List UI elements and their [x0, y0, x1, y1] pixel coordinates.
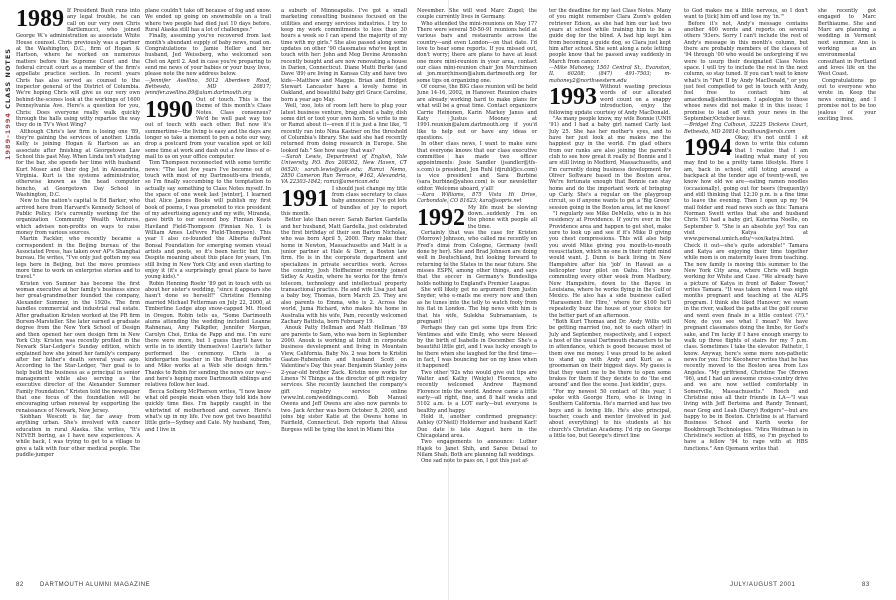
paragraph: to God makes me a little nervous, so I don't want to [tick] him off and lose my 'in.'" [684, 8, 808, 21]
column-2-body [145, 97, 271, 433]
class-secretary-signature: —Bridget Eng Calhoun, 32225 Dickens Court, Bethesda, MD 20814; bcalhoun@erols.com [684, 122, 808, 135]
paragraph: Becca Solberg McPherson writes, "I now know what old people mean when they told kids how quickly time flies. I'm happily caught in the whirlwind of motherhood and career. Here's what's up in my life. I've now got two beautiful little girls—Sydney and Cate. My husband, Tom, and I live in [145, 388, 271, 433]
paragraph: Who attended the mini-reunions on May 17? There were several 50-50-91 reunions held at various bars and restaurants across the country—and even London—on that date. I'd love to hear some reports. If you missed out, don't worry; there are plans to have at least one more mini-reunion in your area, contact our class mini-reunion chair Jon Murchinson at jon.murchinson@alum.dartmouth.org for some tips on organizing one. [417, 20, 537, 84]
column-7-body [818, 8, 876, 122]
column-3 [281, 8, 407, 574]
class-secretary-signature: —Jennifer Avellino, 5012 Aberdeen Road, Bethesda, MD 20817; jennifer.avellino.89@alum.dartmouth.org [145, 77, 271, 97]
year-heading-1992: 1992 [417, 204, 465, 231]
paragraph: Tom Thompson reconnected with some terrific news: "The last few years I've become out of touch with most of my Dartmouth-era friends, so I'm finally succumbing to the temptation to actually say something to Class Notes myself. In the space of one week last [winter], I learned that Alice James Books will publish my first book of poems, I was promoted to vice president of my advertising agency and my wife, Miranda, gave birth to our second boy. Finnian Keats Haviland Field-Thompson (Finnian No. 1 is William Ames LeFevre Field-Thompson). This year I also co-founded the Alberta duPont Bonsal Foundation for emerging women visual artists and poets, so it's been hectic but fun. Despite moaning about this place for years, I'm still living in New York City and even starting to enjoy it (it's a surprisingly great place to have young kids)." [145, 160, 271, 281]
class-secretary-signature: —Kara Williams, 875 Vista Hi Drive, Carbondale, CO 81623; kara@sopris.net [417, 191, 537, 205]
paragraph: New to the nation's capital is Ed Barker, who arrived here from Harvard's Kennedy School of Public Policy. He's currently working for the organization Community Wealth Ventures, which advises non-profits on ways to raise money from various sources. [16, 198, 140, 237]
paragraph: Kristen von Sumner has become the first woman executive at her family's business since her great-grandmother founded the company, Alexander Summer, in the 1920s. The firm handles commercial and industrial real estate. After graduation Kristen worked at the PR firm Burson-Marsteller. She later earned a graduate degree from the New York School of Design and then opened her own design firm in New York City. Kristen was recently profiled in the Newark Star-Ledger's Sunday edition, which explained how she joined her family's company after her father's death several years ago. According to the Star-Ledger, "her goal is to help build the business as a principal in senior management while also serving as the executive director of the Alexander Summer Family Foundation." Kristen told the newspaper that one focus of the foundation will be encouraging urban renewal by supporting the renaissance of Newark, New Jersey. [16, 280, 140, 414]
column-4 [417, 8, 537, 574]
paragraph: My life must be slowing down...suddenly I'm on the phone with people all the time. [468, 204, 537, 230]
paragraph: Martin Fackler, who recently became a correspondent in the Beijing bureau of the Associated Press, has taken over AP's Shanghai bureau. He writes, "I've only just gotten my sea legs here in Beijing, but the move promises more time to work on enterprise stories and to travel." [16, 236, 140, 281]
column-1 [16, 8, 140, 574]
paragraph: "Both Kurt Thomas and Dr. Andy Willis will be getting married (no, not to each other) in July and September, respectively, and I expect a host of the usual Dartmouth characters to be in attendance, which is good because most of them owe me money. I was proud to be asked to stand up with Andy and Kurt as a groomsman on their biggest days. My guess is that they want me to be there to open some brakes for them if they decide to do 'the end around' and flee the scene. Just kiddin', guys. [549, 318, 671, 389]
year-heading-1990: 1990 [145, 96, 193, 123]
sidebar-years: 1989-1994 [4, 112, 12, 160]
column-5-body [549, 84, 671, 439]
left-page-number: 82 [16, 582, 24, 588]
paragraph: Anouk Patty Hellman and Matt Hellman '89 are parents to Sam, who was born in September 2000. Anouk is working at Intuit in corporate business development and living in Mountain View, California. Baby No. 2 was born to Kristin Gaatze-Rubenstein and husband Scott on Valentine's Day this year. Benjamin Stanley joins 2-year-old brother Zack. Kristin now works for Linens 'N Things as the director of gift registry services. She recently launched the company's gift registry service online (www.lnt.com/weddings.com). Bob Manuel Owens and Jeff Owens are also now parents to two. Jack Archer was born October 8, 2000, and joins big sister Katie at the Owens home in Fairfield, Connecticut. Deb reports that Alissa Burgess will be tying the knot in Miami this [281, 325, 407, 433]
paragraph: Congratulations go out to everyone who wrote in. Keep the news coming, and I promise not to be too jealous of your exciting lives. [818, 77, 876, 122]
paragraph: Before it's not, Andy's message contains another 400 words and reports on several others '93ers. Sorry I can't include the rest of Andy's message in this month's column, but there are probably members of the classes of '94 through '00 who would be unforgiving if we were to usurp their designated Class Notes space. I will try to include the rest in the next column, so stay tuned. If you can't wait to know what's in "Part II by Andy MacDonald," or you just feel compelled to get in touch with Andy, feel free to contact him at amacdona@elenthusiasm. I apologize to those whose news did not make it in this issue; I promise to lead off with your news in the September/October issue. [684, 20, 808, 122]
paragraph: Well, 'zoo, lots of room left here to plug your latest business venture, brag about a baby, dish some dirt or toot your own horn. So write to me or Ramzi about it—even if it is just a line like, "I recently ran into Nina Kastner on the threshold of Columbia's library. She said she had recently returned from doing research in Europe. She looked fab." See how easy that was? [281, 103, 407, 154]
paragraph: If President Bush runs into any legal trouble, he can call on our very own Chris Bartlemucci, who joined George W.'s administration as associate White House counsel. Chris previously was a partner at the Washington, D.C., firm of Hogan & Hartson, where he worked on numerous matters before the Supreme Court and the federal circuit court as a member of the firm's appellate practice section. In recent years Chris has also served as counsel to the inspector general of the District of Columbia. We're hoping Chris will give us our very own behind-the-scenes look at the workings of 1600 Pennsylvania Ave. Here's a question for you, Chris: Does everyone really walk quickly through the halls using witty repartee the way they do in TV's West Wing? [16, 8, 140, 129]
issue-date: JULY/AUGUST 2001 [730, 582, 796, 588]
paragraph: Without wasting precious words of our allocated word count on a snappy introduction, enjoy the following update courtesy of Andy MacDonald. [549, 84, 671, 116]
magazine-name: DARTMOUTH ALUMNI MAGAZINE [40, 582, 151, 588]
paragraph: Finally, assuming you've recovered from last month's abundant supply of baby news, read on. Congratulations to Jamie Heller and her husband, Jed Weissberg, who welcomed son Chet on April 2. And in case you're preparing to send me news of your babies or your busy lives, please note the new address below. [145, 33, 271, 78]
column-4-top-body [417, 21, 537, 192]
paragraph: Better late than never: Sarah Barton Gardella and her husband, Matt Gardella, just celebrated the first birthday of their son Barton Nicholas, who was born April 5, 2000. They make their home in Newton, Massachusetts and Matt is a junior partner at Hale & Dorr, a Boston law firm. He is in the corporate department and specializes in private securities work. Across the country, Josh Hoffheimer recently joined Sidley & Austin, where he works for the firm's telecom, technology and intellectual property transactional practice. He and wife Lisa just had a baby boy, Thomas, born March 25. They are also parents to Emma, who is 2. Across the world, Juma Richard, who makes his home in Australia with his wife, Pam, recently welcomed Zachary Battista, born February 19. [281, 217, 407, 325]
paragraph: Certainly that was the case for Kristen (Morrow) Johnson, who called me recently on Fred's dime from Cologne, Germany (well done by her). She and Brad Johnson are doing well in Deutschland, but looking forward to returning to the States in the near future. She misses ESPN, among other things, and says that the soccer in Germany's Bundesliga holds nothing to England's Premier League. [417, 230, 537, 287]
column-3-body [281, 186, 407, 433]
paragraph: Two other '92s who would give out tips are Walter and Kathy (Weigle) Florence, who recently welcomed Andrew Raymond Florence into the world. Andrew came a little early—all right, fine, and 8 half weeks and 5102 a.m. is a LOT early—but everyone is healthy and happy. [417, 369, 537, 414]
sidebar-section: CLASS NOTES [4, 48, 12, 109]
year-heading-1991: 1991 [281, 185, 329, 212]
paragraph: "I regularly see Mike DeMello, who is in his residency at Providence. If you're ever in the Providence area and happen to get shot, make sure to look up and see if it's Mike D giving you chest compressions. This will also help you avoid Mike giving you mouth-to-mouth resuscitation, which no one in their right mind would want. J. Dunn is back living in New Hampshire after his 'job' in Hawaii as a helicopter tour pilot on Oahu. He's now commuting every other week from Madbury, New Hampshire, down to the Bayou in Louisiana, where he works flying in the Gulf of Mexico. He also has a side business called 'Harassment for Hire,' where for $100 he'll repeatedly buzz the house of your choice for the better part of an afternoon. [549, 211, 671, 319]
year-heading-1993: 1993 [549, 84, 597, 111]
paragraph: Okay, it's not until I sit down to write this column that I realize that I am leading what many of you may find to be a pretty tame lifestyle. Here I am, back in school, still toting around a backpack at the tender age of twenty-well, we know how old we are—eating ramen noodles (occasionally), going out for beers (frequently) and still thinking that 12:30 p.m. is a fine time to leave the evening. Then I open up my '94 mail folder and read news such as this: Tamara Norman Swett writes that she and husband Chris '93 had a baby girl, Katerina Noelle, on September 9. "She is an absolute joy! You can visit Katya at www.personal.umich.edu/~sox/katya.html. Check it out—she's quite adorable!" Tamara and Katya are enjoying their time together while mom is on maternity leave from teaching. The new family is moving this summer to the New York City area, where Chris will begin working for White and Case. "We already have a picture of Katya in front of Baker Tower," writes Tamara. "It was taken when I was eight months pregnant and teaching at the ALPS program. I think she liked Hanover; we swam in the river, walked the paths at the golf course and went even finals in a little contest (?!)." Now, do you see what I mean? We have pregnant classmates doing the limbo, for God's sake, and I'm lucky if I have enough energy to walk up three flights of stairs for my 7 p.m. class. Sometimes I take the elevator. Pathetic, I know. Anyway, here's some more non-pathetic news for you: Eric Kocoherer writes that he has recently moved to the Boston area from Los Angeles. "My girlfriend, Christine Tse (Brown '96), and I had an awesome cross-country drive and we are now settled comfortably in Somerville, Massachusetts." Roech and Christine miss all their friends in LA—"I was living with Jeff Bertema and Randy Tennant, near Greg and Leah (Darcy) Rodgers"—but are happy to be in Boston. Christine is at Harvard Business School and Kurth works for Bookbrough Technologies. "Mira Weidman is in Christine's section at HBS, so I'm psyched to have a fellow '94 to rage with at HBS functions." Ann Ojemann writes that [684, 134, 808, 452]
section-sidebar-label [4, 40, 12, 160]
paragraph: Hold it, another confirmed pregnancy: Ashley (O'Neill) Holderner and husband Karl! Due date is late August here in the Chicagoland area. [417, 414, 537, 440]
paragraph: Robin Henning Roehr '89 got in touch with us about her sister's wedding, "since it appears she hasn't done so herself!" Christine Henning married Michael Fetterman on July 22, 2000, at Timberline Lodge atop snow-capped Mt. Hood in Oregon. Robin tells us, "Some Dartmouth alums attending the wedding included Leanne Rahnenau, Amy Falkpfler, Jennifer Morgan, Carolyn Choi, Erika de Papp and me. I'm sure there were more, but I guess they'll have to write in to identify themselves! Laurie's father performed the ceremony. Chris is a kindergarten teacher in the Portland suburbs and Mike works at a Web site design firm." Thanks to Robin for sending the news our way—and here's hoping more Dartmouth siblings and relatives follow her lead. [145, 280, 271, 389]
class-secretary-signature: —Sarah Lewis, Department of English, Yale University, P.O. Box 208302, New Haven, CT 06520; sarah.lewis@yale.edu; Ramzi Nemo, 2850 Cameron Run Terrace, #162, Alexandria, VA 22303-1842; ramzi@american.edu [281, 153, 407, 186]
paragraph: a suburb of Minneapolis. I've got a small marketing consulting business focused on the utilities and energy services industries. I try to keep my work commitments to less than 30 hours a week so I can spend the majority of my time with my girls." She also passed along some updates on other '90 classmates who've kept in touch with her: John and Meg Devine Aronsohn recently bought and are now renovating a house in Darien, Connecticut. Diane Mutti Burke (and Dave '89) are living in Kansas City and have two kids—Matthew and Maggie. Brian and Bridget Stewart Lancaster have a lovely home in Oakland, and beautiful baby girl Grace Caroline, born a year ago May. [281, 8, 407, 103]
column-1-body [16, 8, 140, 458]
year-heading-1994: 1994 [684, 134, 732, 161]
paragraph: "For my newest 50 contact of this year, I spoke with George Hero, who is living in Southern California. He's married and has two boys and is loving life. He's also principal, teacher, coach and mentor (involved in just about everything) to his students at his church's Christian Academy. I'd rip on George a little too, but George's direct line [549, 388, 671, 440]
class-secretary-signature: —Mike Mahoney, 1501 Central St., Evanston, IL 60208; (847) 491-7503; m-mahoney2@northwestern.edu [549, 65, 671, 84]
paragraph: November. She will wed Marc Zugel; the couple currently lives in Germany. [417, 8, 537, 21]
paragraph: She will likely get no argument from Justin Snyder, who e-mails me every now and then as he tunes into the telly to watch footy from his flat in London. The big news with him is that his wife, Sulekha Subramaniam, is pregnant! [417, 287, 537, 325]
right-page-number: 83 [862, 582, 870, 588]
paragraph: ter the deadline for my last Class Notes. Many of you might remember Clara Zunn's golden retriever Edson, as she had him our last two years at school while training him to be a guide dog for the blind. A bad hip kept him from becoming a guide dog, so Clara just kept him after school. She sent along a note letting people know that he passed away suddenly in March from cancer. [549, 8, 671, 65]
column-4-body [417, 205, 537, 465]
column-2 [145, 8, 271, 574]
paragraph: In other class news, I want to make sure that everyone knows that our class executive committee has made two officer appointments: Josie Sandler (jsandler@tfs-s.com) is president, Jon Ruhl (djruhl@cs.com) is vice president and Sara Burbine (sara_burbine@yahoo.com) is our newsletter editor. Welcome aboard, y'all! [417, 141, 537, 192]
paragraph: Although Chris's law firm is losing one '89, they're gaining the services of another. Linda Kelly is joining Hogan & Hartson as an associate after finishing at Georgetown Law School this past May. When Linda isn't studying for the bar, she spends her time with husband Kurt Moser and their dog Jet in Alexandria, Virginia. Kurt is the systems administrator, otherwise known as the head computer honcho, at Georgetown Day School in Washington, D.C. [16, 128, 140, 198]
paragraph: Of course, the BIG class reunion will be held June 14-16, 2002, in Hanover. Reunion chairs are already working hard to make plans for what will be a great time. Contact organizers Carrie Heinonen, Karin Markey Janus and Katy Justus Mooney at 1991.reunion@alum.dartmouth.org if you'd like to help out or have any ideas or questions. [417, 84, 537, 141]
paragraph: One sad note to pass on, I got this just af- [421, 458, 529, 465]
column-5 [549, 8, 671, 574]
paragraph: Two engagements to announce: Luther Hajek to Janet Shih, and Saree Deisal to Nilam Shah. Both are planning fall weddings. [417, 439, 537, 459]
paragraph: I should just change my title from class secretary to class baby announcer. I've got lots of bundles of joy to report this month. [281, 185, 407, 217]
column-6 [684, 8, 808, 574]
paragraph: Siobhan Wescott is far, far away from anything urban. She's involved with cancer education in rural Alaska. She writes, "It's NEVER boring, as I have new experiences. A while back, I was trying to get to a village to give a talk with four other medical people. The puddle-jumper [16, 414, 140, 459]
year-heading-1989: 1989 [16, 8, 64, 32]
paragraph: she recently got engaged to Marc Berthiaume. She and Marc are planning a wedding in Vermont next summer. Ann is working as an environmental consultant in Portland and loves life on the West Coast. [818, 8, 876, 78]
column-6-body [684, 135, 808, 452]
paragraph: "As many people know, my wife Bonnie (UNH '91) and I had a baby girl named Carly last July 25. She has her mother's eyes, and to have her just look at me makes me the happiest guy in the world. I'm glad others from our ranks are also joining the parent's club to see how great it really is! Bonnie and I are still living in Medford, Massachusetts, and I'm currently doing business development for Oliver Software based in the Boston area. We're fortunate enough that Bonnie can stay home and do the important work of bringing up Carly. She's a regular on the playgroup circuit, so if anyone wants to get a 'Big Green' session going in the Boston area, let me know! [549, 115, 671, 211]
paragraph: Out of touch. This is the theme of this month's Class Notes. Class consensus? We'd be well past way too out of touch with each other. But now it's summertime—the living is easy and the days are longer so take a moment to pen a note our way, drop a postcard from your vacation spot or kill some time at work and dash out a few lines of e-mail to us on your office computer. [145, 96, 271, 160]
column-7 [818, 8, 876, 574]
paragraph: plane couldn't take off because of fog and snow. We ended up going on snowmobile on a trail where two people had died just 10 days before. Rural Alaska still has a lot of challenges." [145, 8, 271, 34]
paragraph: Perhaps they can get some tips from Eric Ventimes and wife Emily, who were blessed by the birth of Isabelle in December. She's a beautiful little girl, and I was lucky enough to be there when she laughed for the first time—in fact, I was bouncing her on my knee when it happened! [417, 325, 537, 370]
